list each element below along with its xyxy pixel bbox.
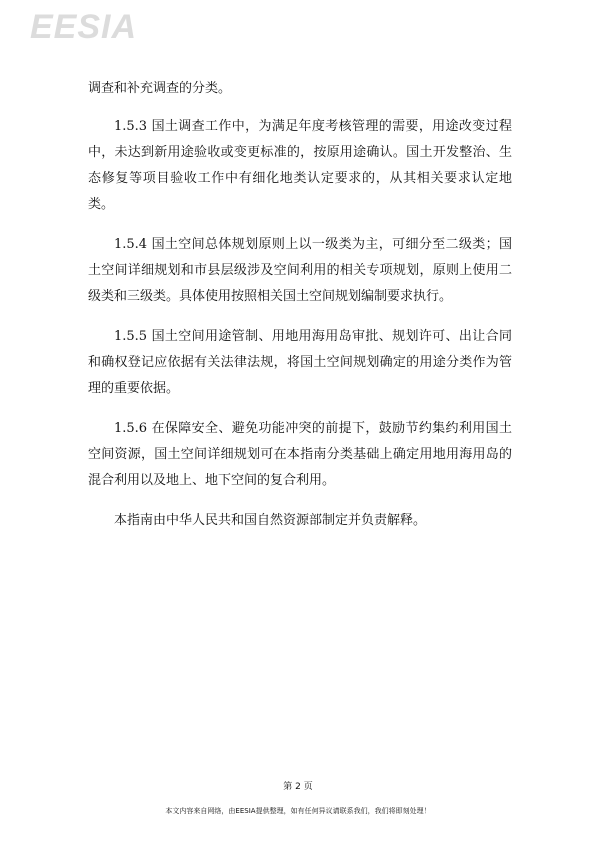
paragraph-1-5-5: 1.5.5 国土空间用途管制、用地用海用岛审批、规划许可、出让合同和确权登记应依据有关法律法规，将国土空间规划确定的用途分类作为管理的重要依据。 [88, 329, 512, 396]
paragraph-interpretation: 本指南由中华人民共和国自然资源部制定并负责解释。 [114, 513, 427, 528]
paragraph-1-5-4: 1.5.4 国土空间总体规划原则上以一级类为主，可细分至二级类；国土空间详细规划和市县层级涉及空间利用的相关专项规划，原则上使用二级类和三级类。具体使用按照相关国土空间规划编制要求执行。 [88, 237, 512, 304]
eesia-logo: EESIA [30, 8, 138, 46]
paragraph-continuation: 调查和补充调查的分类。 [88, 81, 232, 96]
document-body [88, 76, 512, 548]
paragraph-1-5-3: 1.5.3 国土调查工作中，为满足年度考核管理的需要，用途改变过程中，未达到新用途验收或变更标准的，按原用途确认。国土开发整治、生态修复等项目验收工作中有细化地类认定要求的，从其相关要求认定地类。 [88, 119, 512, 212]
page-number: 第 2 页 [283, 782, 313, 792]
paragraph-1-5-6: 1.5.6 在保障安全、避免功能冲突的前提下，鼓励节约集约利用国土空间资源，国土空间详细规划可在本指南分类基础上确定用地用海用岛的混合利用以及地上、地下空间的复合利用。 [88, 421, 512, 488]
footer-disclaimer: 本文内容来自网络，由EESIA提供整理，如有任何异议请联系我们，我们将即刻处理！ [165, 807, 431, 815]
